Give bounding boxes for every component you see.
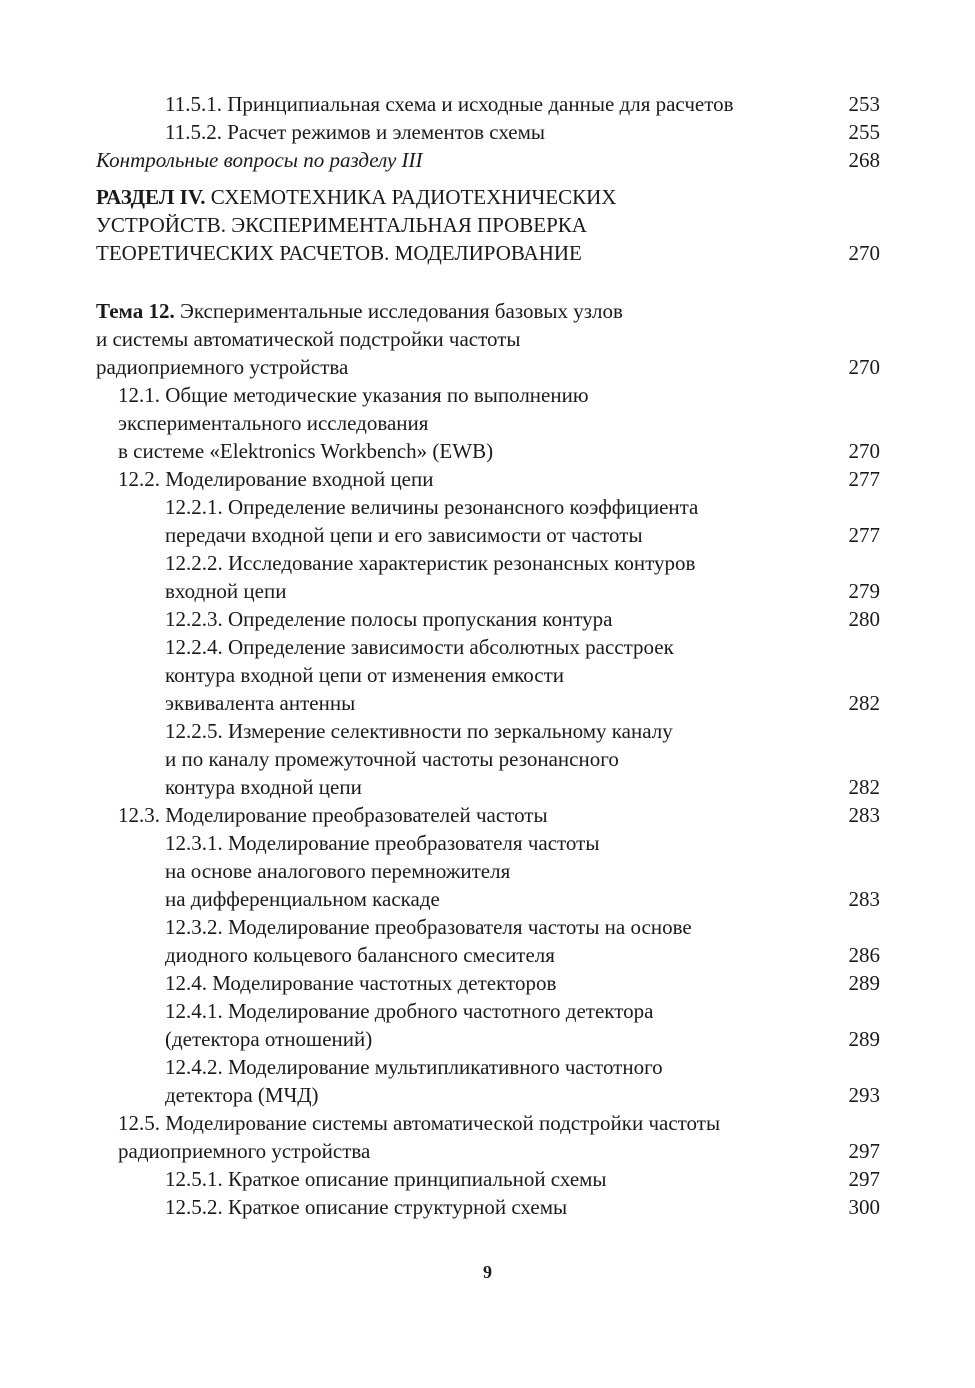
toc-entry bbox=[96, 118, 880, 146]
toc-line bbox=[96, 465, 880, 493]
toc-line bbox=[96, 1165, 880, 1193]
toc-line bbox=[96, 577, 880, 605]
toc-line bbox=[96, 885, 880, 913]
toc-line-text: 12.4.1. Моделирование дробного частотного детектора bbox=[165, 999, 654, 1023]
toc-entry-page: 255 bbox=[848, 120, 880, 144]
toc-line-page: 300 bbox=[848, 1195, 880, 1219]
toc-line-text: 12.4.2. Моделирование мультипликативного частотного bbox=[165, 1055, 663, 1079]
toc-line-page bbox=[840, 913, 880, 941]
topic-title-part2: и системы автоматической подстройки частоты bbox=[96, 327, 521, 351]
toc-line bbox=[96, 1137, 880, 1165]
toc-line bbox=[96, 661, 880, 689]
topic-heading bbox=[96, 297, 880, 381]
toc-entry-page: 268 bbox=[848, 148, 880, 172]
toc-line bbox=[96, 381, 880, 409]
toc-line-page: 286 bbox=[848, 943, 880, 967]
topic-label: Тема 12. bbox=[96, 299, 175, 323]
toc-line-text: 12.2.1. Определение величины резонансного коэффициента bbox=[165, 495, 699, 519]
page-number: 9 bbox=[483, 1262, 492, 1282]
toc-entry bbox=[96, 90, 880, 118]
toc-line-page: 297 bbox=[848, 1139, 880, 1163]
toc-entry-page: 253 bbox=[848, 92, 880, 116]
toc-line-text: детектора (МЧД) bbox=[165, 1083, 319, 1107]
toc-entry-questions bbox=[96, 146, 880, 174]
toc-line-text: 12.2. Моделирование входной цепи bbox=[118, 467, 434, 491]
toc-line-text: 12.5.2. Краткое описание структурной схемы bbox=[165, 1195, 568, 1219]
section-title-part2: УСТРОЙСТВ. ЭКСПЕРИМЕНТАЛЬНАЯ ПРОВЕРКА bbox=[96, 213, 587, 237]
toc-line bbox=[96, 773, 880, 801]
toc-line bbox=[96, 801, 880, 829]
toc-line-text: радиоприемного устройства bbox=[118, 1139, 371, 1163]
table-of-contents bbox=[96, 90, 880, 1221]
toc-line-page: 279 bbox=[848, 579, 880, 603]
section-heading-line1 bbox=[96, 183, 616, 211]
toc-line-text: на основе аналогового перемножителя bbox=[165, 859, 511, 883]
toc-line-page bbox=[840, 661, 880, 689]
toc-line bbox=[96, 941, 880, 969]
toc-line-text: входной цепи bbox=[165, 579, 287, 603]
toc-entry-title: 11.5.2. Расчет режимов и элементов схемы bbox=[165, 120, 546, 144]
toc-line-page: 293 bbox=[848, 1083, 880, 1107]
toc-line-text: экспериментального исследования bbox=[118, 411, 429, 435]
toc-line bbox=[96, 437, 880, 465]
toc-line-text: 12.3.2. Моделирование преобразователя частоты на основе bbox=[165, 915, 692, 939]
toc-line bbox=[96, 1053, 880, 1081]
topic-heading-line1 bbox=[96, 297, 623, 325]
toc-line bbox=[96, 1025, 880, 1053]
toc-line bbox=[96, 829, 880, 857]
toc-line-text: передачи входной цепи и его зависимости от частоты bbox=[165, 523, 643, 547]
toc-line-page: 282 bbox=[848, 775, 880, 799]
toc-line-text: 12.2.5. Измерение селективности по зеркальному каналу bbox=[165, 719, 673, 743]
toc-line-text: диодного кольцевого балансного смесителя bbox=[165, 943, 555, 967]
toc-entry-title: Контрольные вопросы по разделу III bbox=[96, 148, 423, 172]
toc-line-text: 12.2.2. Исследование характеристик резонансных контуров bbox=[165, 551, 696, 575]
toc-line-page bbox=[840, 997, 880, 1025]
toc-line-page: 277 bbox=[848, 467, 880, 491]
topic-title-part3: радиоприемного устройства bbox=[96, 355, 349, 379]
toc-line-page bbox=[840, 381, 880, 409]
toc-line bbox=[96, 409, 880, 437]
toc-line-text: 12.2.3. Определение полосы пропускания контура bbox=[165, 607, 613, 631]
toc-line-page: 277 bbox=[848, 523, 880, 547]
toc-line bbox=[96, 1109, 880, 1137]
toc-line-page: 270 bbox=[848, 439, 880, 463]
section-page: 270 bbox=[848, 241, 880, 265]
section-label: РАЗДЕЛ IV. bbox=[96, 185, 206, 209]
toc-line-page: 289 bbox=[848, 971, 880, 995]
toc-line-text: 12.1. Общие методические указания по выполнению bbox=[118, 383, 589, 407]
toc-line-page bbox=[840, 1109, 880, 1137]
toc-line bbox=[96, 969, 880, 997]
toc-line-page: 280 bbox=[848, 607, 880, 631]
topic-title-part1: Экспериментальные исследования базовых узлов bbox=[179, 299, 623, 323]
toc-line-page: 283 bbox=[848, 887, 880, 911]
toc-line-text: на дифференциальном каскаде bbox=[165, 887, 440, 911]
toc-line bbox=[96, 913, 880, 941]
toc-line bbox=[96, 997, 880, 1025]
toc-line-text: 12.3.1. Моделирование преобразователя частоты bbox=[165, 831, 600, 855]
toc-line-text: 12.5.1. Краткое описание принципиальной схемы bbox=[165, 1167, 607, 1191]
toc-line bbox=[96, 605, 880, 633]
toc-line-text: в системе «Elektronics Workbench» (EWB) bbox=[118, 439, 494, 463]
toc-line-page bbox=[840, 633, 880, 661]
toc-line-page bbox=[840, 829, 880, 857]
toc-line-text: 12.2.4. Определение зависимости абсолютных расстроек bbox=[165, 635, 674, 659]
toc-line-text: контура входной цепи bbox=[165, 775, 362, 799]
toc-line-page bbox=[840, 493, 880, 521]
toc-line-text: контура входной цепи от изменения емкости bbox=[165, 663, 564, 687]
toc-line bbox=[96, 521, 880, 549]
toc-entry-title: 11.5.1. Принципиальная схема и исходные данные для расчетов bbox=[165, 92, 734, 116]
toc-line-page bbox=[840, 717, 880, 745]
toc-line bbox=[96, 549, 880, 577]
toc-line bbox=[96, 745, 880, 773]
toc-line bbox=[96, 493, 880, 521]
toc-line-page: 282 bbox=[848, 691, 880, 715]
toc-line bbox=[96, 717, 880, 745]
toc-line-page: 283 bbox=[848, 803, 880, 827]
toc-line-text: эквивалента антенны bbox=[165, 691, 356, 715]
toc-line bbox=[96, 633, 880, 661]
toc-line-text: (детектора отношений) bbox=[165, 1027, 373, 1051]
section-heading bbox=[96, 183, 880, 267]
toc-line-page bbox=[840, 1053, 880, 1081]
toc-line-page bbox=[840, 857, 880, 885]
toc-line-text: и по каналу промежуточной частоты резонансного bbox=[165, 747, 619, 771]
toc-line-page: 297 bbox=[848, 1167, 880, 1191]
toc-line-page bbox=[840, 745, 880, 773]
toc-line-page bbox=[840, 409, 880, 437]
topic-page: 270 bbox=[848, 355, 880, 379]
toc-line-text: 12.4. Моделирование частотных детекторов bbox=[165, 971, 557, 995]
toc-line bbox=[96, 1193, 880, 1221]
toc-line bbox=[96, 1081, 880, 1109]
section-title-part3: ТЕОРЕТИЧЕСКИХ РАСЧЕТОВ. МОДЕЛИРОВАНИЕ bbox=[96, 241, 582, 265]
toc-line bbox=[96, 857, 880, 885]
toc-line bbox=[96, 689, 880, 717]
toc-line-page bbox=[840, 549, 880, 577]
toc-line-text: 12.5. Моделирование системы автоматической подстройки частоты bbox=[118, 1111, 721, 1135]
toc-line-text: 12.3. Моделирование преобразователей частоты bbox=[118, 803, 548, 827]
toc-line-page: 289 bbox=[848, 1027, 880, 1051]
section-title-part1: СХЕМОТЕХНИКА РАДИОТЕХНИЧЕСКИХ bbox=[210, 185, 617, 209]
